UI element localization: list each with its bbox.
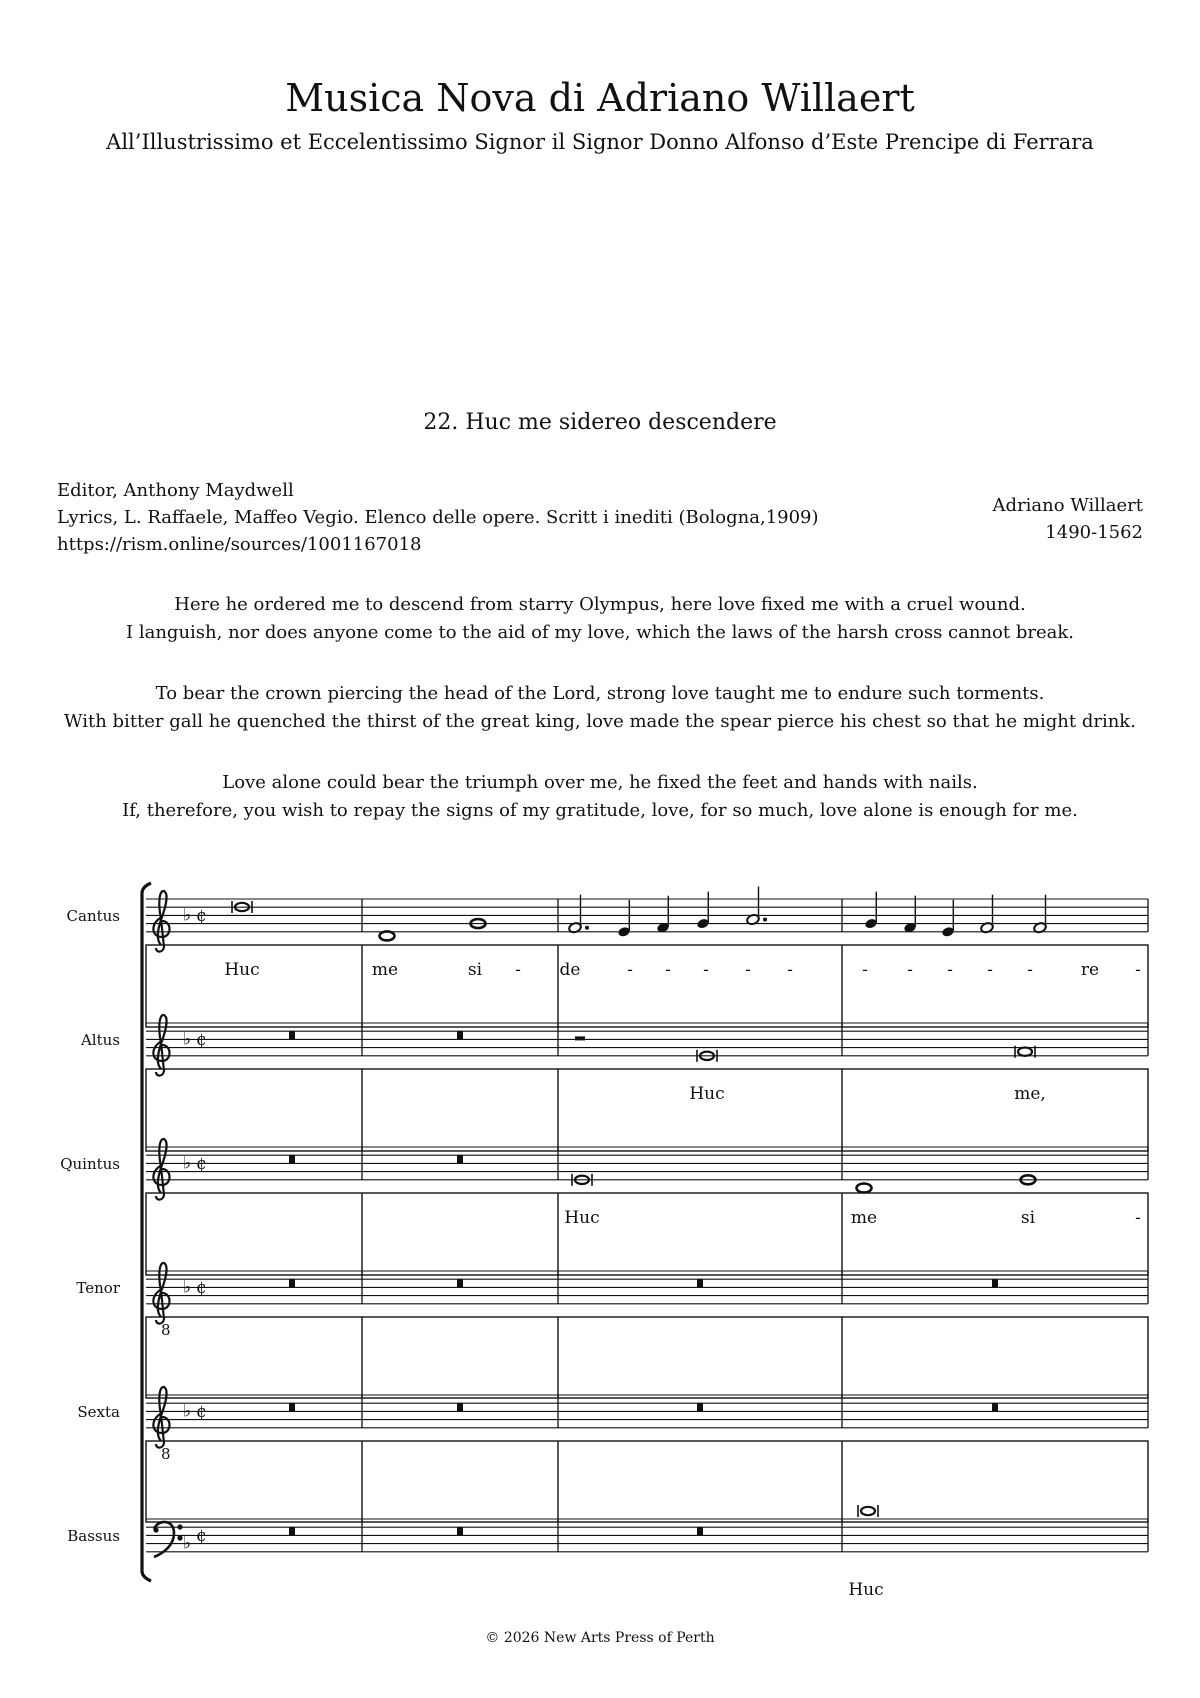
measure-rest [457, 1279, 463, 1287]
key-signature-flat-icon: ♭ [183, 1401, 192, 1422]
cut-time-icon: ¢ [196, 1278, 207, 1298]
translation-line: Here he ordered me to descend from starry Olympus, here love fixed me with a cruel wound. [174, 594, 1026, 615]
lyric-syllable: me [371, 960, 399, 980]
lyric-syllable: - [1027, 960, 1033, 980]
measure-rest [289, 1031, 295, 1039]
cut-time-icon: ¢ [196, 1030, 207, 1050]
lyric-grid-part-4 [146, 1317, 1148, 1398]
part-label-bassus: Bassus [67, 1527, 120, 1545]
translation-line: To bear the crown piercing the head of the Lord, strong love taught me to endure such torments. [155, 683, 1045, 704]
clef-shape [153, 1015, 169, 1076]
measure-rest [457, 1031, 463, 1039]
lyric-syllable: - [515, 960, 521, 980]
key-signature-flat-icon: ♭ [183, 1153, 192, 1174]
cut-time-icon: ¢ [196, 1154, 207, 1174]
measure-rest [289, 1155, 295, 1163]
lyric-syllable: si [1020, 1208, 1036, 1228]
clef-dot [153, 1527, 158, 1532]
lyric-syllable: - [665, 960, 671, 980]
clef-shape [153, 1263, 169, 1324]
lyric-syllable: - [1135, 1208, 1141, 1228]
measure-rest [457, 1155, 463, 1163]
key-signature-flat-icon: ♭ [183, 1277, 192, 1298]
treble-clef-icon [153, 1387, 169, 1448]
key-signature-flat-icon: ♭ [183, 1029, 192, 1050]
clef-dot [177, 1535, 182, 1540]
lyric-syllable: - [745, 960, 751, 980]
lyric-grid-part-3 [146, 1193, 1148, 1275]
lyric-syllable: - [987, 960, 993, 980]
lyric-syllable: si [467, 960, 483, 980]
source-link[interactable]: https://rism.online/sources/1001167018 [57, 534, 422, 555]
translation-line: I languish, nor does anyone come to the aid of my love, which the laws of the harsh cross cannot break. [126, 622, 1074, 643]
composer-dates: 1490-1562 [1045, 522, 1143, 543]
collection-title: Musica Nova di Adriano Willaert [285, 76, 915, 120]
lyric-syllable: me, [1014, 1084, 1046, 1104]
whole-note [857, 1184, 872, 1193]
lyrics-credit: Lyrics, L. Raffaele, Maffeo Vegio. Elenco delle opere. Scritt i inediti (Bologna,1909) [57, 507, 819, 528]
cut-time-icon: ¢ [196, 1526, 207, 1546]
copyright-footer: © 2026 New Arts Press of Perth [485, 1630, 715, 1646]
octave-mark: 8 [161, 1445, 171, 1463]
measure-rest [289, 1403, 295, 1411]
lyric-syllable: - [907, 960, 913, 980]
lyric-syllable: - [627, 960, 633, 980]
lyric-syllable: - [947, 960, 953, 980]
lyric-syllable: Huc [848, 1580, 884, 1600]
translation-line: If, therefore, you wish to repay the signs of my gratitude, love, for so much, love alone is enough for me. [122, 800, 1078, 821]
treble-clef-icon [153, 891, 169, 952]
measure-rest [697, 1403, 703, 1411]
measure-rest [697, 1527, 703, 1535]
part-label-altus: Altus [80, 1031, 120, 1049]
octave-mark: 8 [161, 1321, 171, 1339]
clef-shape [153, 1387, 169, 1448]
lyric-syllable: de [559, 960, 581, 980]
measure-rest [289, 1527, 295, 1535]
translation-line: With bitter gall he quenched the thirst of the great king, love made the spear pierce his chest so that he might drink. [64, 711, 1136, 732]
lyric-syllable: - [787, 960, 793, 980]
augmentation-dot [585, 926, 589, 930]
clef-shape [153, 891, 169, 952]
composer-name: Adriano Willaert [992, 495, 1143, 516]
editor-credit: Editor, Anthony Maydwell [57, 480, 294, 501]
lyric-syllable: Huc [689, 1084, 725, 1104]
augmentation-dot [763, 918, 767, 922]
dedication-subtitle: All’Illustrissimo et Eccelentissimo Signor il Signor Donno Alfonso d’Este Prencipe di Ferrara [106, 130, 1094, 154]
lyric-syllable: - [703, 960, 709, 980]
piece-title: 22. Huc me sidereo descendere [423, 410, 777, 435]
measure-rest [992, 1403, 998, 1411]
part-label-quintus: Quintus [60, 1155, 120, 1173]
lyric-syllable: - [862, 960, 868, 980]
lyric-syllable: re [1080, 960, 1100, 980]
measure-rest [457, 1527, 463, 1535]
lyric-syllable: - [1135, 960, 1141, 980]
lyric-syllable: Huc [564, 1208, 600, 1228]
translation-line: Love alone could bear the triumph over me, he fixed the feet and hands with nails. [222, 772, 978, 793]
measure-rest [697, 1279, 703, 1287]
lyric-syllable: me [850, 1208, 878, 1228]
half-rest [575, 1036, 585, 1040]
treble-clef-icon [153, 1263, 169, 1324]
lyric-syllable: Huc [224, 960, 260, 980]
key-signature-flat-icon: ♭ [183, 1533, 192, 1554]
clef-shape [153, 1139, 169, 1200]
lyric-grid-part-1 [146, 945, 1148, 1027]
breve-note [861, 1507, 875, 1515]
part-label-tenor: Tenor [76, 1279, 120, 1297]
treble-clef-icon [153, 1015, 169, 1076]
key-signature-flat-icon: ♭ [183, 905, 192, 926]
measure-rest [992, 1279, 998, 1287]
cut-time-icon: ¢ [196, 1402, 207, 1422]
cut-time-icon: ¢ [196, 906, 207, 926]
lyric-grid-part-5 [146, 1441, 1148, 1522]
lyric-grid-part-2 [146, 1069, 1148, 1151]
part-label-cantus: Cantus [66, 907, 120, 925]
part-label-sexta: Sexta [77, 1403, 120, 1421]
clef-dot [177, 1524, 182, 1529]
treble-clef-icon [153, 1139, 169, 1200]
measure-rest [457, 1403, 463, 1411]
whole-note [380, 931, 395, 940]
measure-rest [289, 1279, 295, 1287]
breve-note [1018, 1048, 1032, 1056]
